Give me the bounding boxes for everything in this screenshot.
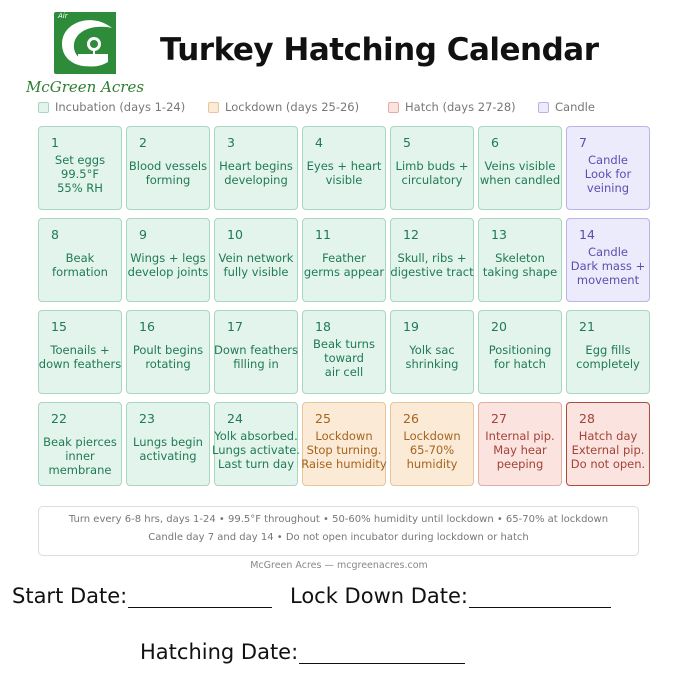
day-description: Vein network fully visible: [218, 251, 294, 279]
day-number: 16: [139, 319, 155, 334]
day-cell: [126, 126, 210, 210]
day-number: 1: [51, 135, 59, 150]
day-description: Lungs begin activating: [133, 435, 203, 463]
calendar-grid: [38, 126, 652, 488]
day-cell: [390, 310, 474, 394]
day-cell: [214, 310, 298, 394]
day-description: Set eggs 99.5°F 55% RH: [54, 153, 106, 195]
day-number: 15: [51, 319, 67, 334]
legend-item-hatch: [388, 100, 516, 114]
lock-down-date-field: [290, 584, 611, 608]
day-number: 11: [315, 227, 331, 242]
notes-line-2: Candle day 7 and day 14 • Do not open incubator during lockdown or hatch: [148, 532, 529, 543]
day-cell: [566, 218, 650, 302]
day-cell: [38, 310, 122, 394]
day-description: Internal pip. May hear peeping: [485, 429, 555, 471]
legend-label: Incubation (days 1-24): [55, 100, 186, 114]
footer: McGreen Acres — mcgreenacres.com: [250, 560, 428, 571]
day-cell: [302, 310, 386, 394]
day-description: Candle Look for veining: [584, 153, 632, 195]
day-cell: [302, 402, 386, 486]
day-number: 21: [579, 319, 595, 334]
notes-box: [38, 506, 639, 556]
day-number: 6: [491, 135, 499, 150]
day-description: Yolk absorbed. Lungs activate. Last turn day: [212, 429, 300, 471]
day-description: Positioning for hatch: [488, 343, 552, 371]
day-cell: [566, 310, 650, 394]
logo-badge: Air: [58, 12, 68, 20]
legend-item-lockdown: [208, 100, 359, 114]
start-date-blank[interactable]: [128, 585, 272, 608]
start-date-label: Start Date:: [12, 584, 128, 608]
day-description: Beak pierces inner membrane: [43, 435, 117, 477]
day-number: 12: [403, 227, 419, 242]
notes-line-1: Turn every 6-8 hrs, days 1-24 • 99.5°F throughout • 50-60% humidity until lockdown • 65-70% at lockdown: [68, 514, 609, 525]
hatching-date-blank[interactable]: [299, 641, 465, 664]
day-description: Veins visible when candled: [479, 159, 561, 187]
legend-swatch-incubation: [38, 102, 49, 113]
day-cell: [126, 402, 210, 486]
day-number: 4: [315, 135, 323, 150]
legend-label: Lockdown (days 25-26): [225, 100, 360, 114]
day-description: Egg fills completely: [576, 343, 640, 371]
legend-swatch-lockdown: [208, 102, 219, 113]
day-cell: [126, 310, 210, 394]
legend: [38, 100, 658, 116]
day-cell: [478, 310, 562, 394]
day-cell: [126, 218, 210, 302]
legend-swatch-candle: [538, 102, 549, 113]
day-cell: [478, 126, 562, 210]
page-title: Turkey Hatching Calendar: [160, 32, 599, 68]
logo-text: McGreen Acres: [25, 78, 145, 96]
day-number: 19: [403, 319, 419, 334]
day-number: 14: [579, 227, 595, 242]
legend-swatch-hatch: [388, 102, 399, 113]
day-description: Wings + legs develop joints: [127, 251, 209, 279]
day-number: 17: [227, 319, 243, 334]
day-number: 9: [139, 227, 147, 242]
day-cell: [214, 126, 298, 210]
day-cell: [38, 402, 122, 486]
day-number: 5: [403, 135, 411, 150]
lock-down-date-label: Lock Down Date:: [290, 584, 469, 608]
day-cell: [302, 126, 386, 210]
day-number: 3: [227, 135, 235, 150]
day-number: 2: [139, 135, 147, 150]
hatching-date-label: Hatching Date:: [140, 640, 299, 664]
day-number: 13: [491, 227, 507, 242]
day-cell: [302, 218, 386, 302]
day-description: Toenails + down feathers: [38, 343, 122, 371]
hatching-date-field: [140, 640, 465, 664]
logo: [22, 10, 148, 96]
day-description: Candle Dark mass + movement: [570, 245, 646, 287]
day-number: 18: [315, 319, 331, 334]
start-date-field: [12, 584, 272, 608]
day-description: Down feathers filling in: [213, 343, 298, 371]
day-number: 8: [51, 227, 59, 242]
day-description: Blood vessels forming: [128, 159, 208, 187]
day-number: 7: [579, 135, 587, 150]
day-number: 10: [227, 227, 243, 242]
day-description: Limb buds + circulatory: [395, 159, 469, 187]
day-number: 22: [51, 411, 67, 426]
day-description: Heart begins developing: [219, 159, 293, 187]
day-number: 23: [139, 411, 155, 426]
day-description: Hatch day External pip. Do not open.: [570, 429, 646, 471]
lock-down-date-blank[interactable]: [469, 585, 611, 608]
legend-item-incubation: [38, 100, 185, 114]
day-number: 24: [227, 411, 243, 426]
legend-item-candle: [538, 100, 595, 114]
day-cell: [566, 126, 650, 210]
legend-label: Candle: [555, 100, 595, 114]
day-cell: [214, 218, 298, 302]
day-description: Yolk sac shrinking: [405, 343, 459, 371]
day-cell: [478, 218, 562, 302]
day-cell: [390, 126, 474, 210]
day-number: 20: [491, 319, 507, 334]
day-number: 27: [491, 411, 507, 426]
day-description: Poult begins rotating: [132, 343, 204, 371]
day-number: 26: [403, 411, 419, 426]
day-cell: [214, 402, 298, 486]
day-cell: [38, 218, 122, 302]
day-cell: [390, 402, 474, 486]
day-description: Eyes + heart visible: [306, 159, 382, 187]
day-cell: [478, 402, 562, 486]
day-number: 25: [315, 411, 331, 426]
day-description: Lockdown 65-70% humidity: [403, 429, 461, 471]
legend-label: Hatch (days 27-28): [405, 100, 516, 114]
day-number: 28: [579, 411, 595, 426]
day-description: Skull, ribs + digestive tract: [390, 251, 474, 279]
day-description: Beak formation: [52, 251, 108, 279]
day-cell: [390, 218, 474, 302]
day-cell: [566, 402, 650, 486]
day-cell: [38, 126, 122, 210]
day-description: Skeleton taking shape: [482, 251, 558, 279]
day-description: Beak turns toward air cell: [313, 337, 375, 379]
day-description: Lockdown Stop turning. Raise humidity: [301, 429, 387, 471]
day-description: Feather germs appear: [303, 251, 385, 279]
